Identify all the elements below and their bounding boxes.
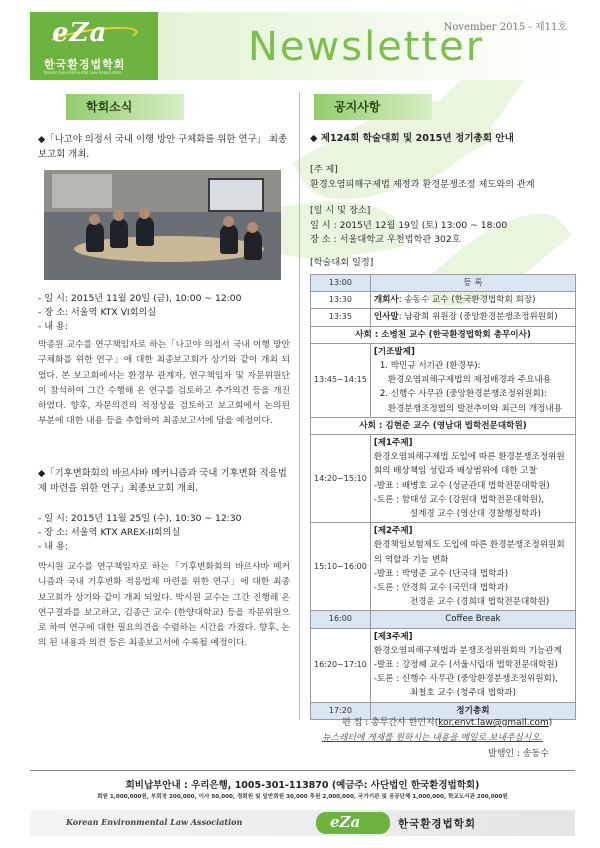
where-text: 장 소 : 서울대학교 우천법학관 302호 — [310, 234, 461, 245]
schedule-time: 15:10~16:00 — [311, 523, 371, 611]
news-item-2-content-label: - 내 용: — [38, 541, 69, 552]
footer-logo — [316, 812, 390, 834]
news-item-2-title: ◆「기후변화회의 바르샤바 메커니즘과 국내 기후변화 적응법제 마련을 위한 연구」최종보고회 개최. — [38, 468, 287, 494]
logo-mark: eZa — [52, 18, 108, 48]
photo-screen — [208, 178, 264, 212]
table-row — [311, 435, 576, 523]
photo-person-head — [89, 214, 100, 225]
schedule-detail: : 남광희 위원장 (중앙환경분쟁조정위원회) — [398, 312, 558, 323]
schedule-time: 16:00 — [311, 611, 371, 628]
schedule-head: [제3주제] — [373, 631, 413, 642]
schedule-item — [370, 523, 575, 611]
footer-logo-mark: eZa — [330, 813, 361, 831]
schedule-line: 환경책임보험제도 도입에 따른 환경분쟁조정위원회의 역할과 기능 변화 — [373, 540, 565, 565]
schedule-line: 설계경 교수 (영산대 경찰행정학과) — [409, 509, 541, 520]
society-logo — [30, 12, 158, 80]
schedule-line: 전경운 교수 (경희대 법학전문대학원) — [409, 597, 550, 608]
schedule-line: -토론 : 신행수 사무관 (중앙환경분쟁조정위원회), — [373, 674, 558, 685]
schedule-label: [학술대회 일정] — [310, 257, 374, 268]
schedule-line: 최철호 교수 (청주대 법학과) — [409, 688, 517, 699]
schedule-line: -발표 : 박영준 교수 (단국대 법학과) — [373, 568, 509, 579]
news-item-2-date: - 일 시: 2015년 11월 25일 (수), 10:30 ~ 12:30 — [38, 513, 242, 524]
footer-divider — [30, 770, 575, 771]
logo-english-name: Korean Environmental Law Association — [44, 70, 122, 75]
footer-korean-name: 한국환경법학회 — [398, 818, 477, 830]
schedule-moderator: 사회 : 김현준 교수 (영남대 법학전문대학원) — [311, 417, 576, 434]
editor-email-link[interactable]: kor.envt.law@gmail.com — [438, 718, 549, 728]
schedule-line: 환경오염피해구제법과 분쟁조정위원회의 기능관계 — [373, 645, 562, 656]
schedule-time: 17:20 — [311, 702, 371, 719]
photo-window — [52, 174, 112, 208]
schedule-head: [제1주제] — [373, 438, 413, 449]
schedule-time: 13:30 — [311, 292, 371, 309]
schedule-time: 16:20~17:10 — [311, 628, 371, 702]
table-row — [311, 343, 576, 417]
schedule-head: [기조발제] — [373, 346, 415, 357]
newsletter-title: Newsletter — [248, 24, 485, 70]
schedule-item: 정기총회 — [370, 702, 575, 719]
meeting-photo — [44, 170, 281, 280]
membership-fee-account: 회비납부안내 : 우리은행, 1005-301-113870 (예금주: 사단법인 한국환경법학회) — [125, 780, 480, 791]
photo-person-head — [113, 210, 124, 221]
section-tab-notices: 공지사항 — [314, 94, 432, 120]
news-item-2-place: - 장 소: 서울역 KTX AREX-II회의실 — [38, 527, 181, 538]
when-label: [일 시 및 장소] — [310, 205, 371, 216]
photo-person-head — [247, 222, 258, 233]
news-item-1-body: 박종원 교수를 연구책임자로 하는「나고야 의정서 국내 이행 방안 구체화를 위한 연구」에 대한 최종보고회가 상기와 같이 개최 되었다. 본 보고회에서는 환경부 관계자, 연구책임자 및 자문위원단이 참석하여 그간 수행해 온 연구를 검토하고 추가의견 등을 개진하였다. 향후, 자문의견의 적정성을 검토하고 보고회에서 논의된 부분에 대한 내용 등을 추합하여 최종보고서에 담을 예정이다. — [38, 340, 290, 427]
column-divider — [299, 92, 300, 720]
membership-fee-list: 회원 1,000,000원, 부회장 200,000, 이사 50,000, 정회원 및 일반회원 30,000 후원 2,000,000, 국가기관 및 공공단체 1,000,000, 학교도서관 200,000원 — [97, 794, 508, 800]
photo-person — [110, 218, 128, 248]
schedule-detail: : 송동수 교수 (한국환경법학회 회장) — [398, 295, 536, 306]
schedule-item — [370, 343, 575, 417]
schedule-line: -토론 : 안경희 교수 (국민대 법학과) — [373, 583, 509, 594]
schedule-head: 개회사 — [373, 295, 399, 306]
editor-label: 편 집 : 총무간사 한민지( — [342, 718, 439, 728]
when-text: 일 시 : 2015년 12월 19일 (토) 13:00 ~ 18:00 — [310, 220, 508, 231]
schedule-item — [370, 292, 575, 309]
newsletter-header — [30, 12, 575, 80]
photo-person — [136, 216, 154, 246]
photo-person-head — [139, 208, 150, 219]
issue-label: November 2015 - 제11호 — [443, 22, 567, 33]
table-row — [311, 326, 576, 343]
schedule-item: Coffee Break — [370, 611, 575, 628]
table-row — [311, 611, 576, 628]
schedule-time: 14:20~15:10 — [311, 435, 371, 523]
schedule-line: 환경오염피해구제법 도입에 따른 환경분쟁조정위원회의 배상책임 성립과 배상범위에 대한 고찰 — [373, 452, 565, 477]
photo-person — [244, 230, 262, 260]
submission-note: 뉴스레터에 게재를 원하시는 내용을 메일로 보내주십시오. — [322, 733, 543, 743]
table-row — [311, 417, 576, 434]
schedule-item — [370, 628, 575, 702]
section-tab-society-news: 학회소식 — [66, 94, 184, 120]
news-item-1-date: - 일 시: 2015년 11월 20일 (금), 10:00 ~ 12:00 — [38, 293, 242, 304]
photo-person — [220, 224, 238, 254]
schedule-head: 인사말 — [373, 312, 399, 323]
table-row — [311, 309, 576, 326]
schedule-time: 13:00 — [311, 275, 371, 292]
schedule-line: 환경분쟁조정법의 발전추이와 최근의 개정내용 — [387, 403, 563, 414]
editor-close: ) — [548, 718, 553, 728]
schedule-moderator: 사회 : 소병천 교수 (한국환경법학회 총무이사) — [311, 326, 576, 343]
schedule-line: -발표 : 배병호 교수 (성균관대 법학전문대학원) — [373, 480, 550, 491]
table-row — [311, 523, 576, 611]
schedule-line: -토론 : 함태성 교수 (강원대 법학전문대학원), — [373, 494, 545, 505]
logo-korean-name: 한국환경법학회 — [44, 58, 126, 71]
footer-band — [30, 810, 575, 836]
footer-english-name: Korean Environmental Law Association — [66, 817, 243, 827]
schedule-item — [370, 309, 575, 326]
schedule-item — [370, 435, 575, 523]
news-item-1-content-label: - 내 용: — [38, 321, 69, 332]
schedule-line: 1. 박민규 서기관 (환경부): — [379, 361, 481, 372]
photo-person — [86, 222, 104, 252]
news-item-1-place: - 장 소: 서울역 KTX VI회의실 — [38, 307, 157, 318]
table-row — [311, 292, 576, 309]
schedule-item: 등 록 — [370, 275, 575, 292]
schedule-line: 2. 신행수 사무관 (중앙환경분쟁조정위원회): — [379, 389, 547, 400]
table-row — [311, 628, 576, 702]
schedule-line: 환경오염피해구제법의 제정배경과 주요내용 — [387, 375, 552, 386]
publisher-line: 발행인 : 송동수 — [488, 749, 549, 759]
news-item-1-title: ◆「나고야 의정서 국내 이행 방안 구체화를 위한 연구」 최종보고회 개최. — [38, 134, 288, 160]
editor-line — [342, 715, 552, 728]
theme-label: [주 제] — [310, 164, 338, 175]
notice-title: ◆ 제124회 학술대회 및 2015년 정기총회 안내 — [310, 133, 514, 144]
theme-text: 환경오염피해구제법 제정과 환경분쟁조정 제도와의 관계 — [310, 179, 535, 190]
table-row — [311, 275, 576, 292]
news-item-2-body: 박시원 교수를 연구책임자로 하는「기후변화회의 바르샤바 메커니즘과 국내 기후변화 적응법제 마련을 위한 연구」에 대한 최종보고회가 상기와 같이 개최 되었다. 박시원 교수는 그간 진행해 온 연구결과를 보고하고, 김종근 교수 (한양대학교) 등을 자문위원으로 하여 연구에 대한 필요의견을 수렴하는 시간을 가졌다. 향후, 논의 된 내용과 의견 등은 최종보고서에 수록될 예정이다. — [38, 562, 290, 649]
schedule-line: -발표 : 강정혜 교수 (서울시립대 법학전문대학원) — [373, 660, 558, 671]
schedule-table — [310, 274, 576, 720]
schedule-time: 13:45~14:15 — [311, 343, 371, 417]
photo-person-head — [223, 216, 234, 227]
schedule-head: [제2주제] — [373, 526, 413, 537]
schedule-time: 13:35 — [311, 309, 371, 326]
